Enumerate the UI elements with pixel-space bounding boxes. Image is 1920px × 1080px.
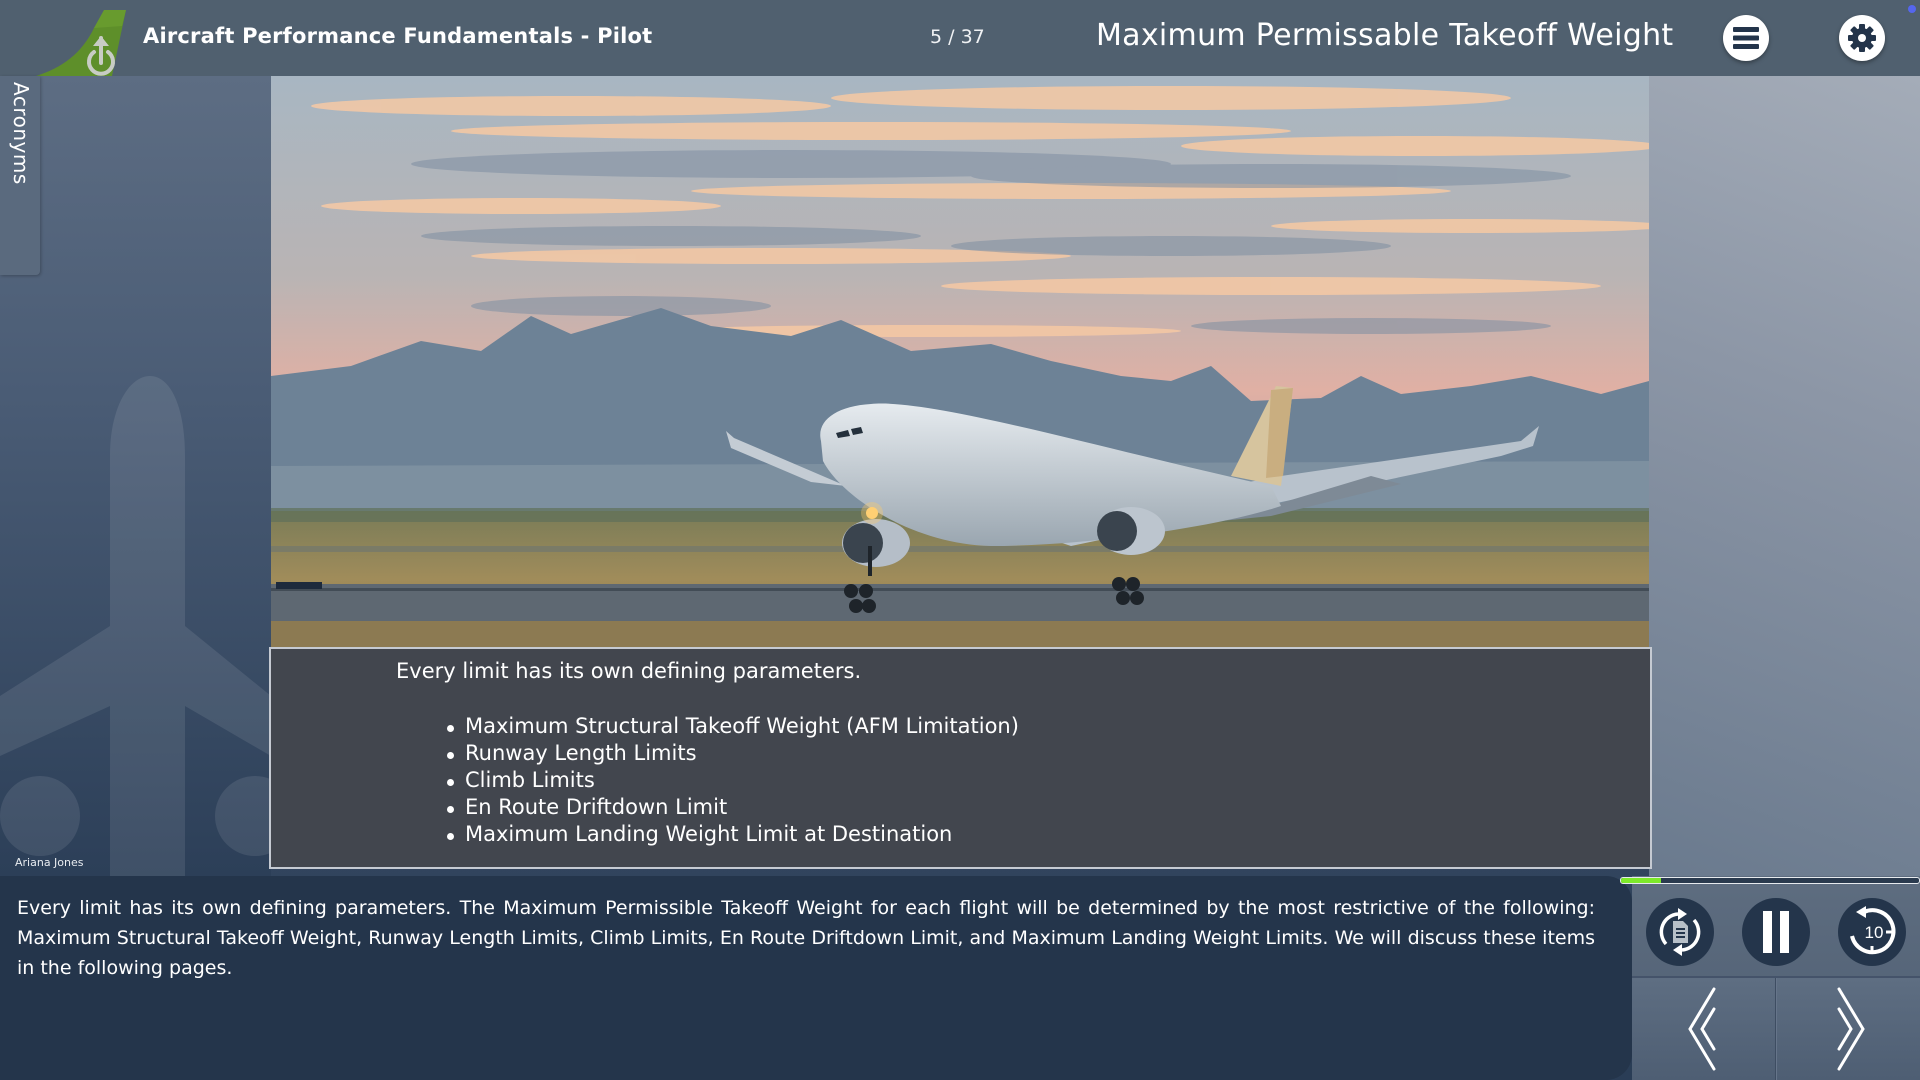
svg-text:10: 10 — [1864, 923, 1884, 942]
left-background — [0, 76, 271, 876]
page-counter: 5 / 37 — [930, 26, 985, 48]
progress-bar[interactable] — [1620, 877, 1920, 884]
settings-button[interactable] — [1839, 15, 1885, 61]
tail-logo-icon — [32, 8, 126, 76]
pause-icon — [1761, 909, 1791, 955]
slide-content-box — [269, 647, 1652, 869]
gear-icon — [1846, 22, 1878, 54]
slide-photo — [271, 76, 1649, 647]
right-background — [1649, 76, 1920, 876]
bullet-item: En Route Driftdown Limit — [447, 794, 1019, 821]
page-title: Maximum Permissable Takeoff Weight — [1096, 18, 1674, 53]
replay-page-icon — [1652, 904, 1708, 960]
chevron-double-right-icon — [1832, 986, 1866, 1072]
status-indicator-dot — [1908, 5, 1916, 13]
transcript-panel — [0, 876, 1632, 1080]
content-intro: Every limit has its own defining parameters. — [396, 659, 862, 683]
chevron-double-left-icon — [1687, 986, 1721, 1072]
bullet-item: Runway Length Limits — [447, 740, 1019, 767]
bullet-item: Maximum Structural Takeoff Weight (AFM Limitation) — [447, 713, 1019, 740]
replay-page-button[interactable] — [1646, 898, 1714, 966]
pause-button[interactable] — [1742, 898, 1810, 966]
rewind-10-button[interactable] — [1838, 898, 1906, 966]
previous-page-button[interactable] — [1632, 978, 1776, 1080]
acronyms-tab[interactable] — [0, 76, 40, 275]
limits-bullet-list — [447, 713, 1019, 848]
airplane-takeoff-image — [271, 76, 1649, 647]
transcript-text: Every limit has its own defining parameters. The Maximum Permissible Takeoff Weight for each flight will be determined by the most restrictive of the following: Maximum Structural Takeoff Weight, Runway Length Limits, Climb Limits, En Route Driftdown Limit, and Maximum Landing Weight Limits. We will discuss these items in the following pages. — [17, 897, 1595, 979]
header-bar — [0, 0, 1920, 76]
hamburger-menu-icon — [1732, 26, 1760, 50]
background-airplane-silhouette — [0, 376, 271, 876]
acronyms-tab-label: Acronyms — [9, 82, 33, 185]
bullet-item: Maximum Landing Weight Limit at Destination — [447, 821, 1019, 848]
next-page-button[interactable] — [1776, 978, 1920, 1080]
progress-fill — [1621, 878, 1661, 883]
bullet-item: Climb Limits — [447, 767, 1019, 794]
user-name: Ariana Jones — [15, 856, 84, 869]
rewind-10-icon — [1842, 902, 1902, 962]
menu-button[interactable] — [1723, 15, 1769, 61]
course-title: Aircraft Performance Fundamentals - Pilot — [143, 24, 653, 48]
